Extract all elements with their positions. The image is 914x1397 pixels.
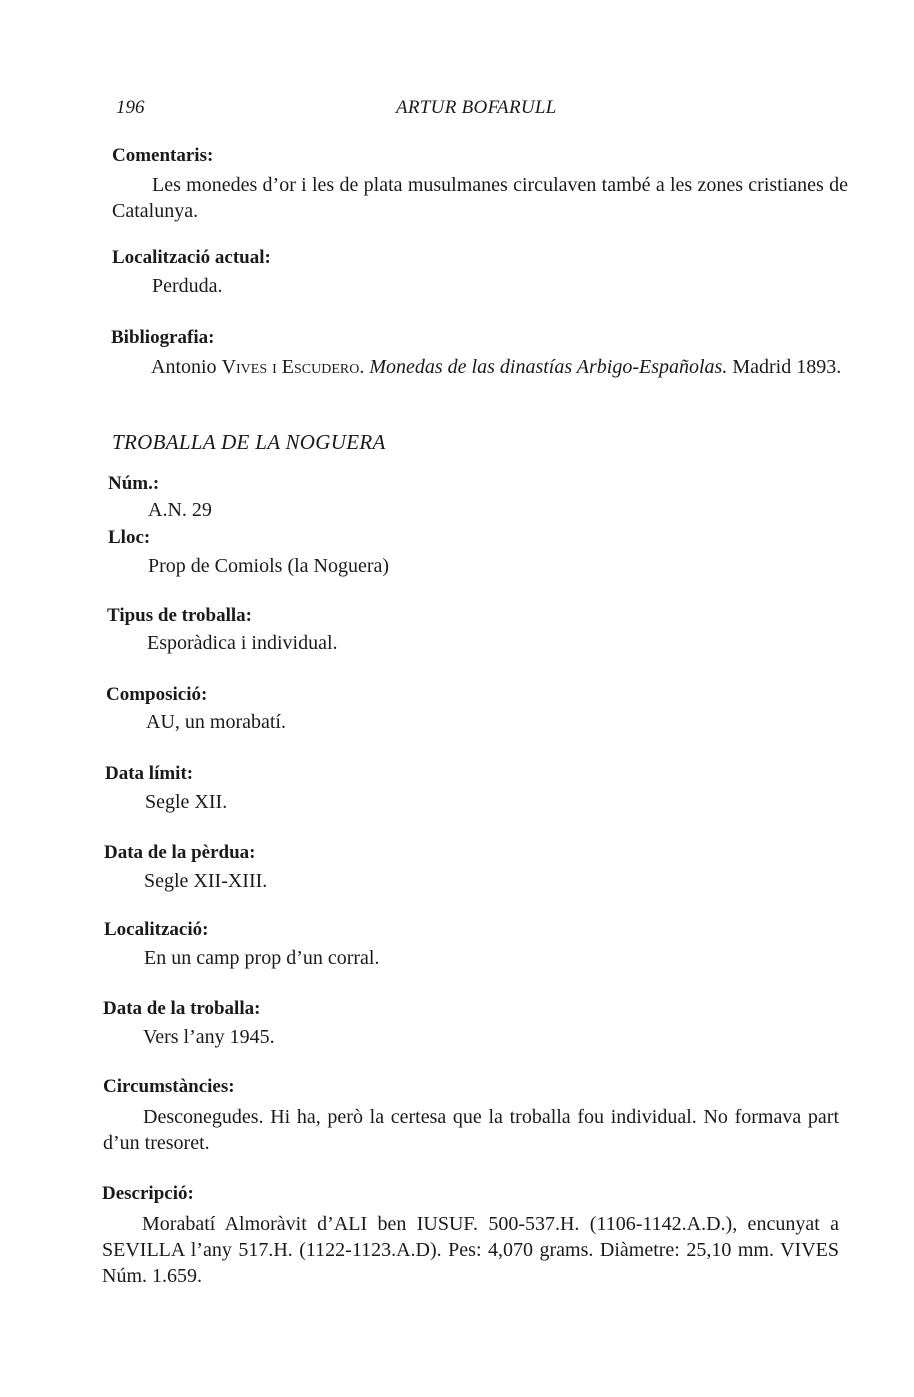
field-heading: Data de la troballa: — [103, 998, 261, 1019]
bibliografia-author-last: Vives i Escudero — [221, 356, 360, 378]
localitzacio-actual-heading: Localització actual: — [112, 247, 271, 268]
field-heading: Núm.: — [108, 473, 160, 494]
bibliografia-title: Monedas de las dinastías Arbigo-Españolas. — [369, 356, 728, 378]
field-heading: Localització: — [104, 919, 209, 940]
field-value: A.N. 29 — [148, 499, 212, 521]
field-value: Vers l’any 1945. — [143, 1026, 275, 1048]
field-value: AU, un morabatí. — [146, 711, 286, 733]
field-value: Prop de Comiols (la Noguera) — [148, 555, 390, 577]
field-localitzacio — [104, 918, 844, 971]
field-value: Segle XII. — [145, 791, 228, 813]
field-num — [108, 472, 848, 523]
field-value: En un camp prop d’un corral. — [144, 947, 380, 969]
field-value: Segle XII-XIII. — [144, 870, 268, 892]
bibliografia-text: Antonio Vives i Escudero. Monedas de las dinastías Arbigo-Españolas. Madrid 1893. — [151, 356, 842, 378]
bibliografia-author-first: Antonio — [151, 356, 222, 378]
localitzacio-actual-text: Perduda. — [152, 275, 223, 297]
bibliografia-section — [111, 326, 845, 380]
descripcio-heading: Descripció: — [102, 1183, 194, 1204]
field-heading: Composició: — [106, 684, 208, 705]
field-data-limit — [105, 762, 845, 815]
field-lloc — [108, 526, 848, 579]
comentaris-text: Les monedes d’or i les de plata musulmanes circulaven també a les zones cristianes de Catalunya. — [112, 174, 848, 222]
field-heading: Lloc: — [108, 527, 151, 548]
descripcio-text: Morabatí Almoràvit d’ALI ben IUSUF. 500-537.H. (1106-1142.A.D.), encunyat a SEVILLA l’any 517.H. (1122-1123.A.D). Pes: 4,070 grams. Diàmetre: 25,10 mm. VIVES Núm. 1.659. — [102, 1213, 839, 1287]
field-data-troballa — [103, 997, 843, 1050]
localitzacio-actual-section — [112, 246, 852, 299]
descripcio-section — [102, 1182, 839, 1289]
field-heading: Data de la pèrdua: — [104, 842, 256, 863]
field-value: Esporàdica i individual. — [147, 632, 338, 654]
field-composicio — [106, 683, 846, 735]
running-title: ARTUR BOFARULL — [396, 97, 557, 118]
page-number: 196 — [116, 97, 145, 118]
circumstancies-heading: Circumstàncies: — [103, 1076, 235, 1097]
field-data-perdua — [104, 841, 844, 894]
bibliografia-rest: Madrid 1893. — [732, 356, 842, 378]
section-title: TROBALLA DE LA NOGUERA — [112, 430, 386, 454]
running-head — [0, 97, 914, 121]
field-heading: Tipus de troballa: — [107, 605, 253, 626]
bibliografia-heading: Bibliografia: — [111, 327, 215, 348]
comentaris-heading: Comentaris: — [112, 145, 214, 166]
circumstancies-text: Desconegudes. Hi ha, però la certesa que la troballa fou individual. No formava part d’un tresoret. — [103, 1106, 839, 1154]
circumstancies-section — [103, 1075, 839, 1156]
field-heading: Data límit: — [105, 763, 194, 784]
field-tipus — [107, 604, 847, 656]
comentaris-section — [112, 144, 848, 224]
